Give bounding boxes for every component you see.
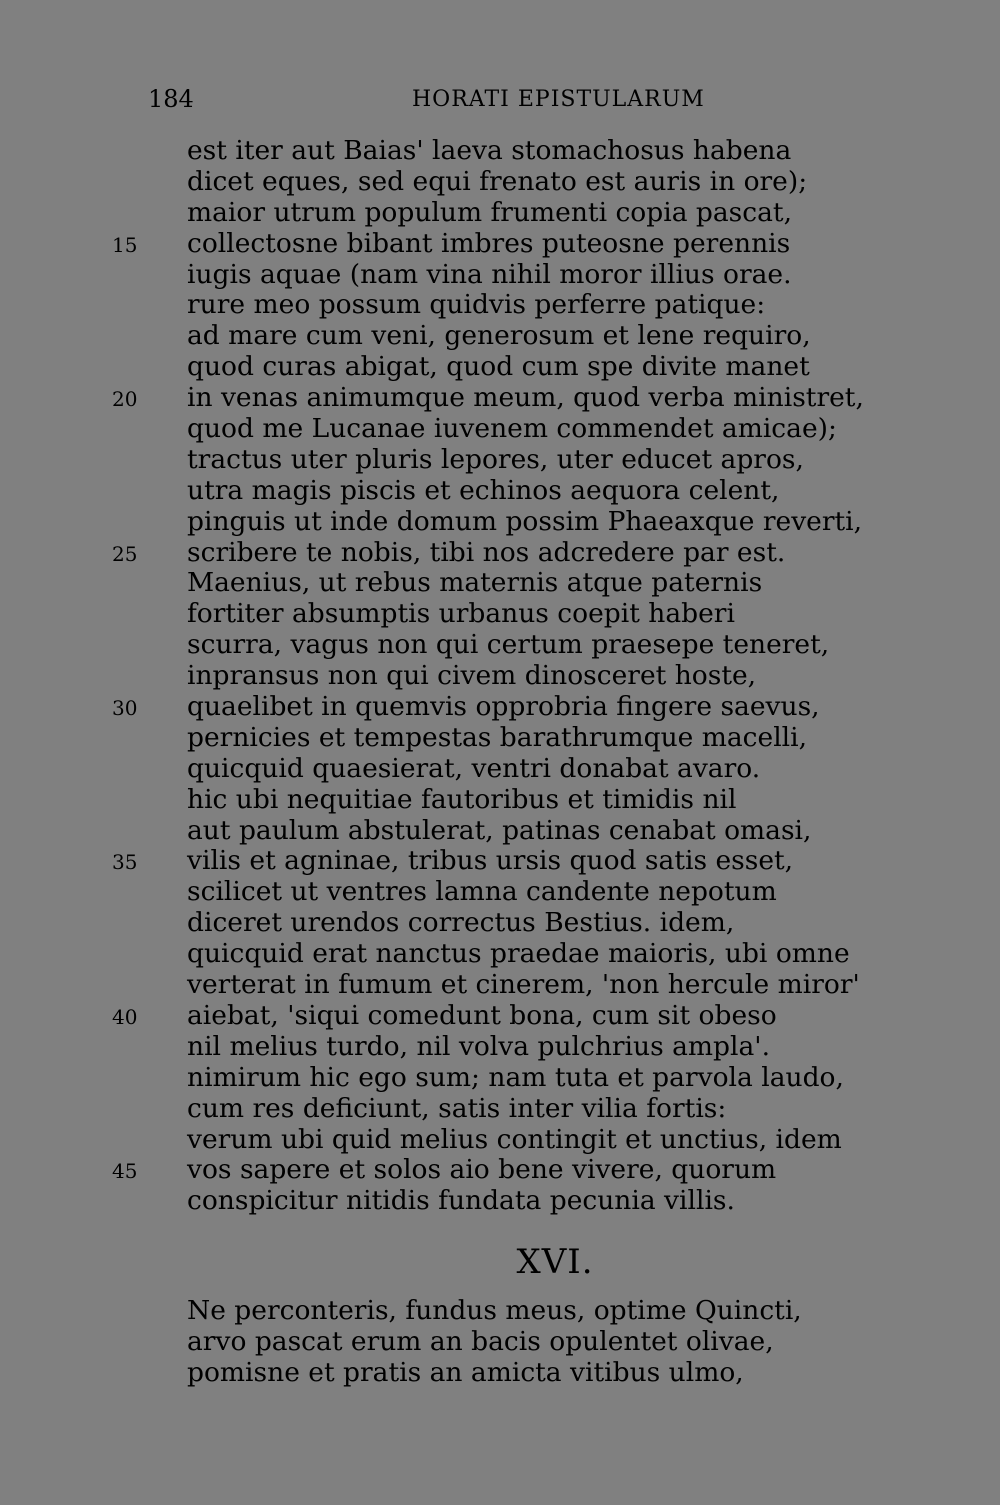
verse-text: rure meo possum quidvis perferre patique: [187, 289, 766, 321]
verse-text: maior utrum populum frumenti copia pascat, [187, 196, 792, 228]
line-number: 25 [112, 541, 138, 566]
line-number: 35 [112, 850, 138, 875]
verse-text: in venas animumque meum, quod verba ministret, [187, 382, 864, 414]
verse-text: verum ubi quid melius contingit et unctius, idem [187, 1123, 842, 1155]
verse-text: tractus uter pluris lepores, uter educet apros, [187, 443, 804, 475]
verse-line [0, 383, 1000, 414]
verse-line [0, 908, 1000, 939]
verse-text: Ne perconteris, fundus meus, optime Quincti, [187, 1295, 802, 1326]
verse-line [0, 1063, 1000, 1094]
verse-text: aut paulum abstulerat, patinas cenabat omasi, [187, 814, 812, 846]
verse-text: quod curas abigat, quod cum spe divite manet [187, 351, 810, 383]
verse-text: arvo pascat erum an bacis opulentet olivae, [187, 1325, 774, 1357]
verse-text: scribere te nobis, tibi nos adcredere par est. [187, 536, 786, 568]
verse-text: nil melius turdo, nil volva pulchrius ampla'. [187, 1030, 770, 1062]
verse-line [0, 970, 1000, 1001]
verse-text: cum res deficiunt, satis inter vilia fortis: [187, 1092, 727, 1124]
verse-text: diceret urendos correctus Bestius. idem, [187, 907, 735, 939]
verse-line [0, 476, 1000, 507]
line-number: 30 [112, 696, 138, 721]
verse-text: fortiter absumptis urbanus coepit haberi [187, 598, 735, 630]
verse-text: quicquid quaesierat, ventri donabat avaro. [187, 752, 761, 784]
verse-text: collectosne bibant imbres puteosne perennis [187, 227, 791, 259]
section-text-block [0, 1296, 1000, 1389]
verse-text: ad mare cum veni, generosum et lene requiro, [187, 320, 811, 352]
verse-line [0, 321, 1000, 352]
verse-text: inpransus non qui civem dinosceret hoste, [187, 660, 757, 692]
verse-line [0, 661, 1000, 692]
verse-text: est iter aut Baias' laeva stomachosus habena [187, 135, 792, 166]
verse-text: dicet eques, sed equi frenato est auris in ore); [187, 165, 808, 197]
verse-text: pernicies et tempestas barathrumque macelli, [187, 721, 808, 753]
verse-text: iugis aquae (nam vina nihil moror illius orae. [187, 258, 792, 290]
verse-line [0, 136, 1000, 167]
verse-line [0, 538, 1000, 569]
verse-line [0, 1327, 1000, 1358]
verse-line [0, 754, 1000, 785]
verse-line [0, 290, 1000, 321]
verse-text: scilicet ut ventres lamna candente nepotum [187, 876, 777, 908]
verse-line [0, 1032, 1000, 1063]
verse-line [0, 260, 1000, 291]
verse-line [0, 352, 1000, 383]
verse-text: pomisne et pratis an amicta vitibus ulmo, [187, 1356, 744, 1388]
line-number: 20 [112, 387, 138, 412]
verse-line [0, 1125, 1000, 1156]
verse-text: aiebat, 'siqui comedunt bona, cum sit obeso [187, 999, 777, 1031]
verse-text: quod me Lucanae iuvenem commendet amicae); [187, 413, 837, 445]
line-number: 45 [112, 1159, 138, 1184]
verse-text: quaelibet in quemvis opprobria fingere saevus, [187, 691, 820, 723]
verse-line [0, 507, 1000, 538]
verse-text: conspicitur nitidis fundata pecunia villis. [187, 1185, 735, 1217]
verse-line [0, 630, 1000, 661]
verse-line [0, 1186, 1000, 1217]
verse-line [0, 723, 1000, 754]
verse-line [0, 846, 1000, 877]
verse-text: verterat in fumum et cinerem, 'non hercule miror' [187, 969, 860, 1001]
line-number: 15 [112, 232, 138, 257]
verse-text: hic ubi nequitiae fautoribus et timidis nil [187, 783, 737, 815]
verse-line [0, 1094, 1000, 1125]
verse-line [0, 877, 1000, 908]
verse-text: nimirum hic ego sum; nam tuta et parvola laudo, [187, 1061, 844, 1093]
verse-line [0, 939, 1000, 970]
verse-text: Maenius, ut rebus maternis atque paternis [187, 567, 763, 599]
verse-line [0, 816, 1000, 847]
verse-line [0, 568, 1000, 599]
section-heading: XVI. [516, 1242, 594, 1282]
verse-line [0, 1155, 1000, 1186]
line-number: 40 [112, 1004, 138, 1029]
verse-text: pinguis ut inde domum possim Phaeaxque reverti, [187, 505, 863, 537]
verse-text: vos sapere et solos aio bene vivere, quorum [187, 1154, 777, 1186]
verse-line [0, 198, 1000, 229]
verse-line [0, 445, 1000, 476]
verse-line [0, 1296, 1000, 1327]
page-number: 184 [148, 85, 194, 113]
verse-text: quicquid erat nanctus praedae maioris, ubi omne [187, 938, 850, 970]
verse-line [0, 414, 1000, 445]
verse-line [0, 785, 1000, 816]
running-title: HORATI EPISTULARUM [412, 87, 705, 112]
verse-line [0, 167, 1000, 198]
verse-line [0, 229, 1000, 260]
verse-text: scurra, vagus non qui certum praesepe teneret, [187, 629, 830, 661]
verse-line [0, 1358, 1000, 1389]
verse-line [0, 599, 1000, 630]
verse-text: vilis et agninae, tribus ursis quod satis esset, [187, 845, 794, 877]
verse-text: utra magis piscis et echinos aequora celent, [187, 474, 780, 506]
verse-line [0, 692, 1000, 723]
poem-text-block [0, 136, 1000, 1217]
verse-line [0, 1001, 1000, 1032]
